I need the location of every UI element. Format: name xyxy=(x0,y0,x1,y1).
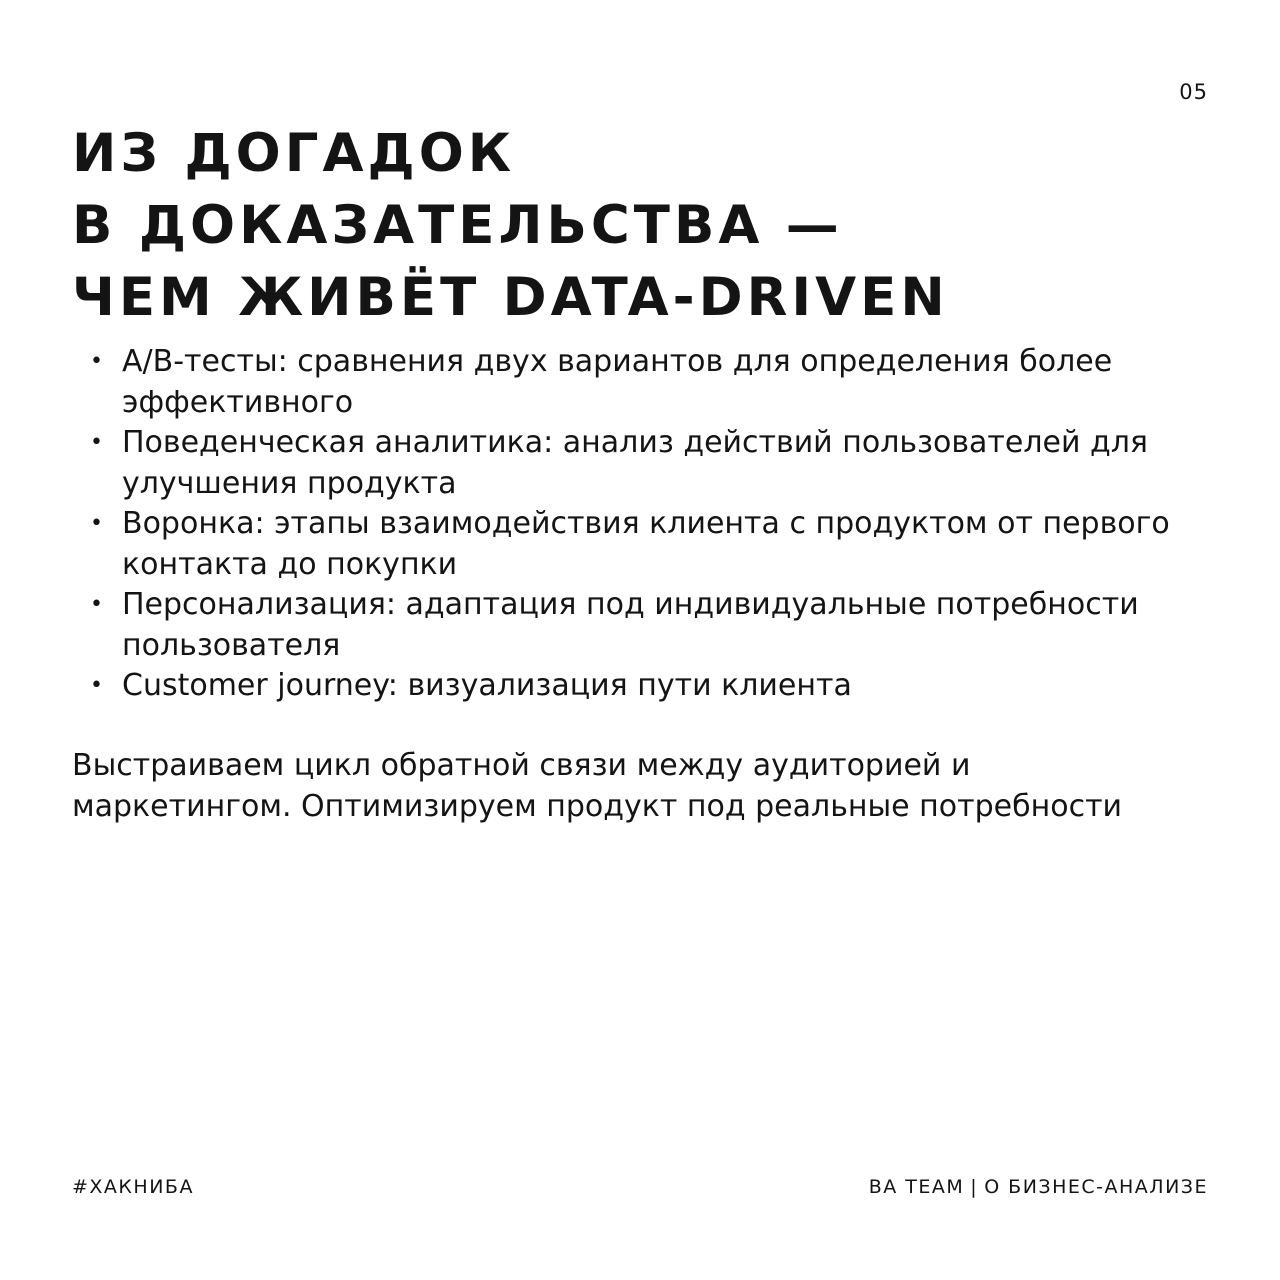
list-item xyxy=(90,666,1190,707)
list-item-text: Персонализация: адаптация под индивидуальные потребности пользователя xyxy=(122,587,1139,663)
list-item-text: Customer journey: визуализация пути клиента xyxy=(122,668,852,703)
footer-brand-name: BA TEAM xyxy=(868,1176,965,1198)
footer-hashtag: #ХАКНИБА xyxy=(72,1176,194,1198)
list-item-text: Поведенческая аналитика: анализ действий пользователей для улучшения продукта xyxy=(122,425,1148,501)
list-item-text: Воронка: этапы взаимодействия клиента с продуктом от первого контакта до покупки xyxy=(122,506,1170,582)
list-item-text: А/В-тесты: сравнения двух вариантов для определения более эффективного xyxy=(122,344,1113,420)
page-number: 05 xyxy=(1179,80,1208,104)
list-item xyxy=(90,585,1190,666)
bullet-marker: • xyxy=(90,349,103,374)
footer-separator: | xyxy=(970,1176,979,1198)
bullet-list xyxy=(90,342,1190,707)
list-item xyxy=(90,504,1190,585)
bullet-marker: • xyxy=(90,511,103,536)
footer-brand xyxy=(869,1176,1208,1198)
bullet-marker: • xyxy=(90,673,103,698)
list-item xyxy=(90,342,1190,423)
footer-tagline: О БИЗНЕС-АНАЛИЗЕ xyxy=(984,1176,1208,1198)
title-line: ИЗ ДОГАДОК xyxy=(72,123,516,184)
list-item xyxy=(90,423,1190,504)
bullet-marker: • xyxy=(90,592,103,617)
bullet-marker: • xyxy=(90,430,103,455)
title-line: ЧЕМ ЖИВЁТ DATA-DRIVEN xyxy=(72,267,949,328)
summary-paragraph: Выстраиваем цикл обратной связи между аудиторией и маркетингом. Оптимизируем продукт под реальные потребности xyxy=(72,748,1123,824)
page-title xyxy=(72,118,1212,334)
title-line: В ДОКАЗАТЕЛЬСТВА — xyxy=(72,195,843,256)
